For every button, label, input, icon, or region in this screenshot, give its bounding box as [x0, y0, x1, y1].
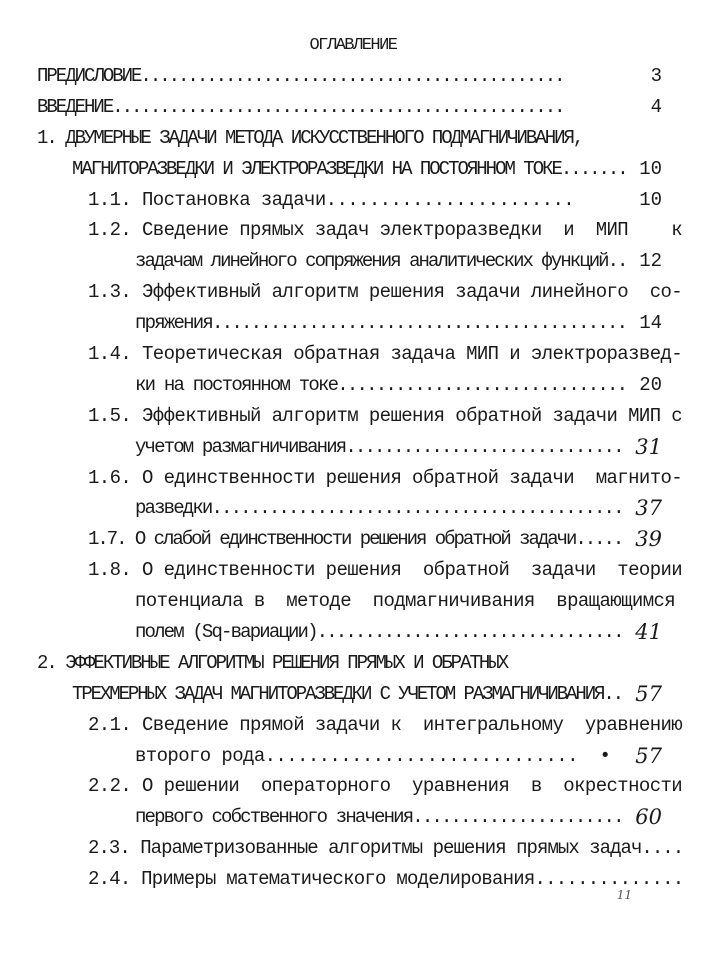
toc-entry: [0, 308, 706, 339]
entry-text: 2.3. Параметризованные алгоритмы решения прямых задач....: [88, 837, 684, 860]
entry-text: задачам линейного сопряжения аналитических функций..: [135, 250, 627, 273]
entry-text: 2.4. Примеры математического моделирования..............: [88, 868, 684, 891]
toc-entry: [0, 555, 706, 586]
toc-entry: [0, 185, 706, 216]
page-number: 57: [635, 743, 662, 768]
page-number: 14: [639, 312, 662, 335]
toc-entry: [0, 524, 706, 555]
entry-text: пряжения...........................................: [135, 312, 627, 335]
entry-text: 1.5. Эффективный алгоритм решения обратной задачи МИП с: [88, 404, 683, 427]
toc-entry: [0, 802, 706, 833]
page-number: 3: [650, 65, 662, 87]
entry-text: второго рода............................. •: [135, 744, 611, 767]
entry-text: 1.2. Сведение прямых задач электроразведки и МИП к: [88, 219, 683, 242]
page-number: 12: [639, 250, 662, 273]
table-of-contents: [0, 61, 706, 895]
toc-entry: [0, 679, 706, 710]
entry-text: 2.2. О решении операторного уравнения в окрестности: [88, 775, 683, 798]
toc-entry: [0, 771, 706, 802]
margin-note: 11: [616, 888, 632, 902]
page-number: 37: [635, 496, 662, 521]
toc-entry: [0, 432, 706, 463]
entry-text: первого собственного значения......................: [135, 806, 623, 829]
toc-entry: [0, 833, 706, 864]
entry-text: 1.3. Эффективный алгоритм решения задачи линейного со-: [88, 281, 683, 304]
entry-text: ПРЕДИСЛОВИЕ.............................................: [37, 65, 564, 87]
page-number: 10: [639, 188, 662, 211]
page-number: 39: [635, 527, 662, 552]
toc-entry: [0, 617, 706, 648]
toc-entry: [0, 154, 706, 185]
toc-entry: [0, 741, 706, 772]
toc-entry: [0, 463, 706, 494]
toc-entry: [0, 339, 706, 370]
entry-text: МАГНИТОРАЗВЕДКИ И ЭЛЕКТРОРАЗВЕДКИ НА ПОСТОЯННОМ ТОКЕ.......: [72, 157, 627, 180]
page-number: 4: [650, 95, 662, 118]
page-number: 41: [635, 620, 662, 645]
toc-entry: [0, 123, 706, 154]
entry-text: 1.1. Постановка задачи.......................: [88, 188, 575, 211]
entry-text: ки на постоянном токе..............................: [135, 373, 627, 396]
page-number: 57: [635, 681, 662, 706]
toc-entry: [0, 586, 706, 617]
entry-text: 1.7. О слабой единственности решения обратной задачи.....: [88, 528, 623, 551]
entry-text: 2.1. Сведение прямой задачи к интегральному уравнению: [88, 713, 683, 736]
toc-entry: [0, 277, 706, 308]
entry-text: ВВЕДЕНИЕ................................................: [37, 95, 564, 118]
entry-text: ТРЕХМЕРНЫХ ЗАДАЧ МАГНИТОРАЗВЕДКИ С УЧЕТОМ РАЗМАГНИЧИВАНИЯ..: [72, 682, 622, 705]
entry-text: учетом размагничивания.............................: [135, 435, 623, 458]
toc-entry: [0, 92, 706, 123]
entry-text: 1. ДВУМЕРНЫЕ ЗАДАЧИ МЕТОДА ИСКУССТВЕННОГО ПОДМАГНИЧИВАНИЯ,: [37, 126, 583, 149]
toc-entry: [0, 864, 706, 895]
toc-entry: [0, 61, 706, 92]
page-number: 20: [639, 373, 662, 396]
entry-text: разведки...........................................: [135, 497, 623, 520]
toc-entry: [0, 710, 706, 741]
entry-text: 2. ЭФФЕКТИВНЫЕ АЛГОРИТМЫ РЕШЕНИЯ ПРЯМЫХ И ОБРАТНЫХ: [37, 651, 508, 674]
toc-entry: [0, 370, 706, 401]
entry-text: 1.6. О единственности решения обратной задачи магнито-: [88, 466, 683, 489]
toc-entry: [0, 215, 706, 246]
page-number: 60: [635, 805, 662, 830]
page-number: 10: [639, 157, 662, 180]
toc-entry: [0, 246, 706, 277]
toc-entry: [0, 493, 706, 524]
toc-title: ОГЛАВЛЕНИЕ: [309, 36, 397, 55]
page-number: 31: [635, 434, 662, 459]
entry-text: 1.8. О единственности решения обратной задачи теории: [88, 559, 683, 582]
toc-entry: [0, 401, 706, 432]
entry-text: потенциала в методе подмагничивания вращающимся: [135, 590, 676, 613]
toc-entry: [0, 648, 706, 679]
entry-text: 1.4. Теоретическая обратная задача МИП и электроразвед-: [88, 343, 683, 366]
entry-text: полем (Sq-вариации)................................: [135, 621, 623, 644]
